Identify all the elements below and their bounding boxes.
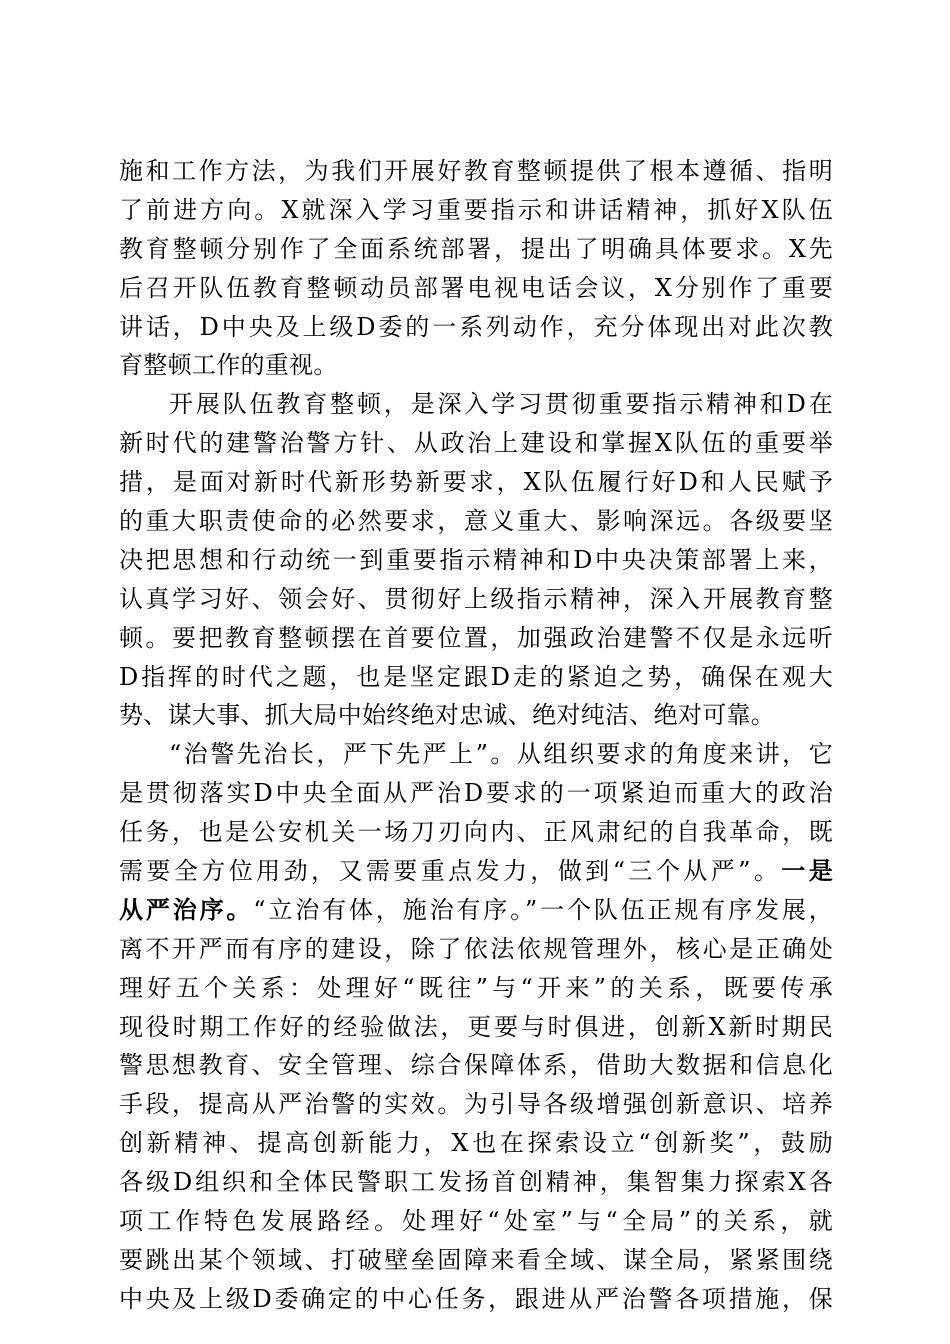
text-line: 的重大职责使命的必然要求，意义重大、影响深远。各级要坚 bbox=[119, 507, 833, 536]
text-line: 现役时期工作好的经验做法，更要与时俱进，创新X新时期民 bbox=[119, 1012, 833, 1041]
text-line: 措，是面对新时代新形势新要求，X队伍履行好D和人民赋予 bbox=[119, 468, 833, 497]
text-line: 认真学习好、领会好、贯彻好上级指示精神，深入开展教育整 bbox=[119, 584, 833, 613]
text-line: 手段，提高从严治警的实效。为引导各级增强创新意识、培养 bbox=[119, 1090, 833, 1119]
text-line: 各级D组织和全体民警职工发扬首创精神，集智集力探索X各 bbox=[119, 1168, 833, 1197]
text-line: 项工作特色发展路经。处理好“处室”与“全局”的关系，就 bbox=[119, 1207, 833, 1236]
text-line: 讲话，D中央及上级D委的一系列动作，充分体现出对此次教 bbox=[119, 312, 833, 341]
text-line-with-bold-end bbox=[119, 852, 833, 891]
paragraph-start-line: 开展队伍教育整顿，是深入学习贯彻重要指示精神和D在 bbox=[169, 390, 833, 419]
text-line: 任务，也是公安机关一场刀刃向内、正风肃纪的自我革命，既 bbox=[119, 818, 833, 847]
text-line: 创新精神、提高创新能力，X也在探索设立“创新奖”，鼓励 bbox=[119, 1129, 833, 1158]
text-line: 离不开严而有序的建设，除了依法依规管理外，核心是正确处 bbox=[119, 934, 833, 963]
text-line: 教育整顿分别作了全面系统部署，提出了明确具体要求。X先 bbox=[119, 234, 833, 263]
text-line: 要跳出某个领域、打破壁垒固障来看全域、谋全局，紧紧围绕 bbox=[119, 1245, 833, 1274]
text-line: 施和工作方法，为我们开展好教育整顿提供了根本遵循、指明 bbox=[119, 157, 833, 185]
document-body bbox=[119, 152, 833, 1319]
text-line: 顿。要把教育整顿摆在首要位置，加强政治建警不仅是永远听 bbox=[119, 623, 833, 652]
text-line: 育整顿工作的重视。 bbox=[119, 351, 338, 380]
paragraph-start-line: “治警先治长，严下先严上”。从组织要求的角度来讲，它 bbox=[169, 740, 833, 769]
text-line-with-bold-start bbox=[119, 891, 833, 930]
text-line: 理好五个关系：处理好“既往”与“开来”的关系，既要传承 bbox=[119, 973, 833, 1002]
text-line: 是贯彻落实D中央全面从严治D要求的一项紧迫而重大的政治 bbox=[119, 779, 833, 808]
text-line: 后召开队伍教育整顿动员部署电视电话会议，X分别作了重要 bbox=[119, 273, 833, 302]
text-line: 新时代的建警治警方针、从政治上建设和掌握X队伍的重要举 bbox=[119, 429, 833, 458]
text-line: 中央及上级D委确定的中心任务，跟进从严治警各项措施，保 bbox=[119, 1284, 833, 1313]
bold-heading-order: 从严治序。 bbox=[119, 894, 254, 924]
text-segment: 需要全方位用劲，又需要重点发力，做到“三个从严”。 bbox=[119, 857, 782, 886]
text-line: 警思想教育、安全管理、综合保障体系，借助大数据和信息化 bbox=[119, 1051, 833, 1080]
text-line: 决把思想和行动统一到重要指示精神和D中央决策部署上来， bbox=[119, 545, 833, 574]
bold-heading-first: 一是 bbox=[781, 856, 833, 886]
text-segment: “立治有体，施治有序。”一个队伍正规有序发展， bbox=[253, 895, 834, 924]
text-line: 势、谋大事、抓大局中始终绝对忠诚、绝对纯洁、绝对可靠。 bbox=[119, 701, 776, 730]
text-line: 了前进方向。X就深入学习重要指示和讲话精神，抓好X队伍 bbox=[119, 195, 833, 224]
text-line: D指挥的时代之题，也是坚定跟D走的紧迫之势，确保在观大 bbox=[119, 662, 833, 691]
